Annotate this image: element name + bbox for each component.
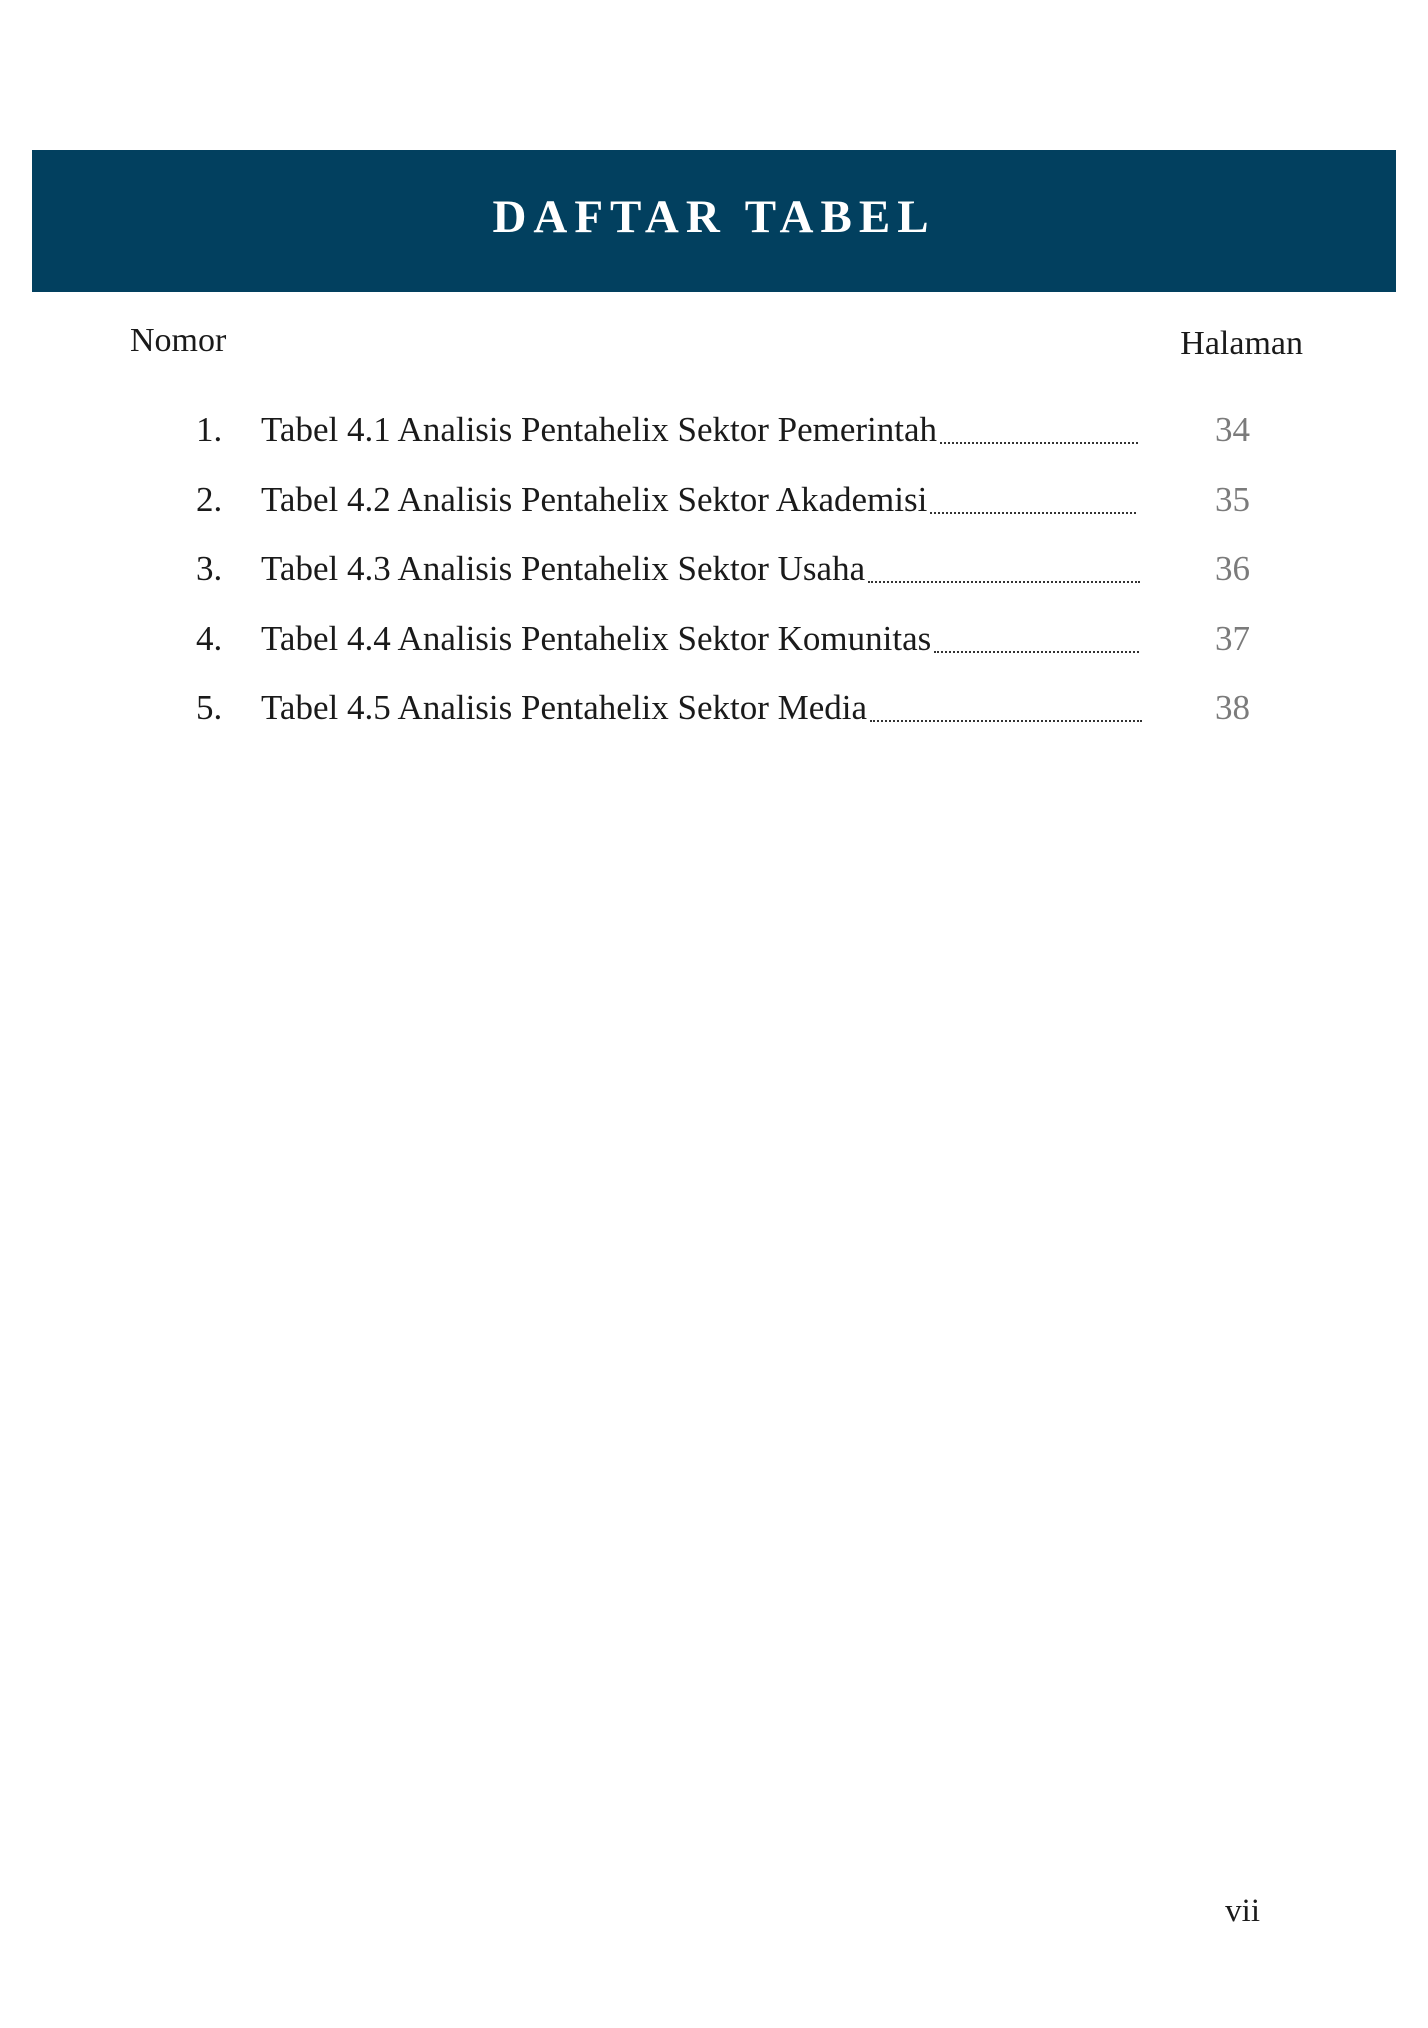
toc-entry[interactable] [196,551,1250,621]
toc-entry[interactable] [196,690,1250,760]
page-number: vii [1225,1893,1260,1929]
toc-entry[interactable] [196,479,1250,552]
toc-entry-page: 38 [1215,688,1250,727]
column-label-nomor: Nomor [130,322,227,359]
toc-entry-title: Tabel 4.5 Analisis Pentahelix Sektor Media [261,688,868,727]
dot-leader [868,581,1140,583]
toc-entry-number: 3. [196,549,223,588]
toc-entry-number: 4. [196,618,223,658]
toc-entry-number: 2. [196,479,223,519]
toc-entry-page: 37 [1215,618,1250,658]
toc-entry-page: 36 [1215,549,1250,588]
toc-entry-page: 34 [1215,410,1250,449]
toc-entry-title: Tabel 4.1 Analisis Pentahelix Sektor Pemerintah [261,410,938,449]
toc-entry-page: 35 [1215,479,1250,519]
toc-entry-title: Tabel 4.3 Analisis Pentahelix Sektor Usaha [261,549,866,588]
toc-entry[interactable] [196,618,1250,691]
toc-entry[interactable] [196,412,1250,482]
dot-leader [870,720,1142,722]
toc-entry-number: 5. [196,688,223,727]
toc-entry-number: 1. [196,410,223,449]
table-of-tables [196,412,1250,760]
dot-leader [930,512,1136,514]
column-label-halaman: Halaman [1180,325,1303,362]
dot-leader [940,442,1138,444]
dot-leader [934,651,1139,653]
toc-entry-title: Tabel 4.4 Analisis Pentahelix Sektor Komunitas [261,618,932,658]
toc-entry-title: Tabel 4.2 Analisis Pentahelix Sektor Akademisi [261,479,928,519]
page-title: DAFTAR TABEL [492,191,936,243]
title-banner [32,150,1396,292]
